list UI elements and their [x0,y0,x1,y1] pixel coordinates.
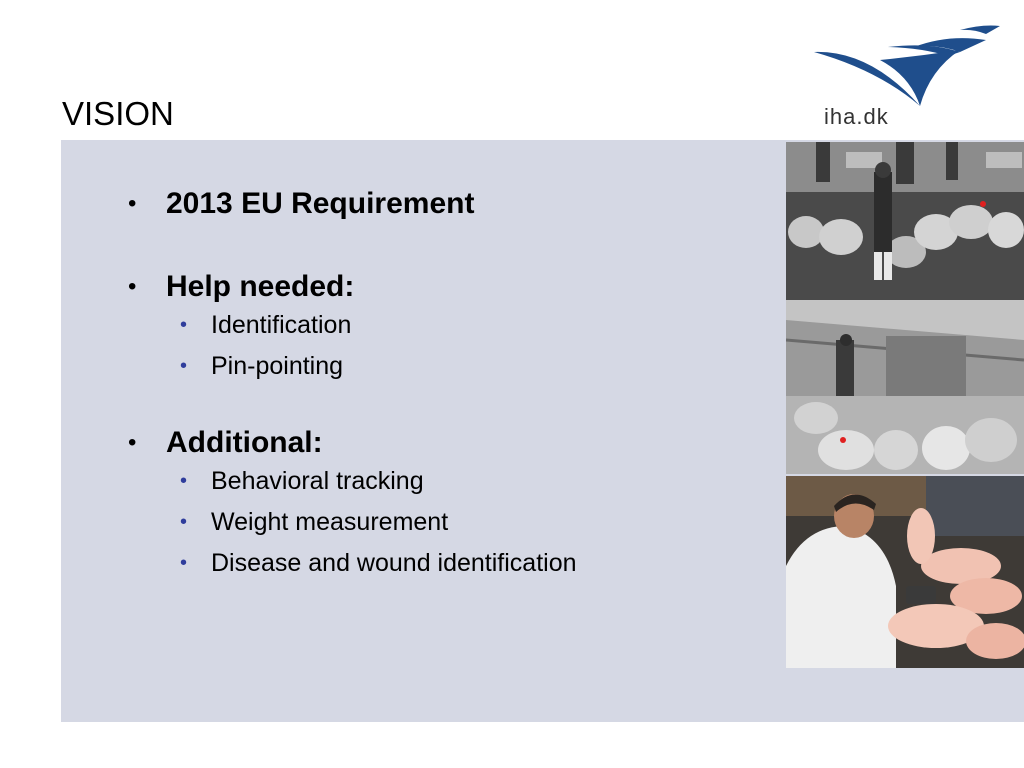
bullet-dot: • [128,273,137,300]
sub-bullet-dot: • [180,314,188,336]
sub-bullet-item [128,461,748,502]
bullet-item [128,186,748,222]
sub-bullet-item [128,502,748,543]
bullet-group [128,186,748,222]
sub-bullet-label: Behavioral tracking [211,467,424,495]
bullet-group [128,425,748,584]
bullet-item [128,269,748,305]
bullet-dot: • [128,190,137,217]
sub-bullet-list [128,461,748,584]
bullet-group [128,269,748,387]
sub-bullet-dot: • [180,511,188,533]
sub-bullet-label: Disease and wound identification [211,549,577,577]
sub-bullet-label: Pin-pointing [211,352,344,380]
slide-title: VISION [62,95,174,132]
sub-bullet-dot: • [180,552,188,574]
sub-bullet-label: Weight measurement [211,508,449,536]
logo-text: iha.dk [824,104,889,129]
bullet-label: Additional: [166,426,323,459]
sub-bullet-item [128,543,748,584]
sub-bullet-label: Identification [211,311,352,339]
bullet-dot: • [128,429,137,456]
bullet-label: Help needed: [166,270,355,303]
farmer-with-piglets-photo [786,476,1024,668]
sub-bullet-dot: • [180,470,188,492]
pig-barn-photo [786,142,1024,300]
bullet-label: 2013 EU Requirement [166,187,475,220]
bullet-list [128,186,748,584]
sub-bullet-dot: • [180,355,188,377]
bullet-item [128,425,748,461]
sub-bullet-list [128,305,748,387]
sub-bullet-item [128,346,748,387]
pig-pen-photo [786,300,1024,474]
sub-bullet-item [128,305,748,346]
